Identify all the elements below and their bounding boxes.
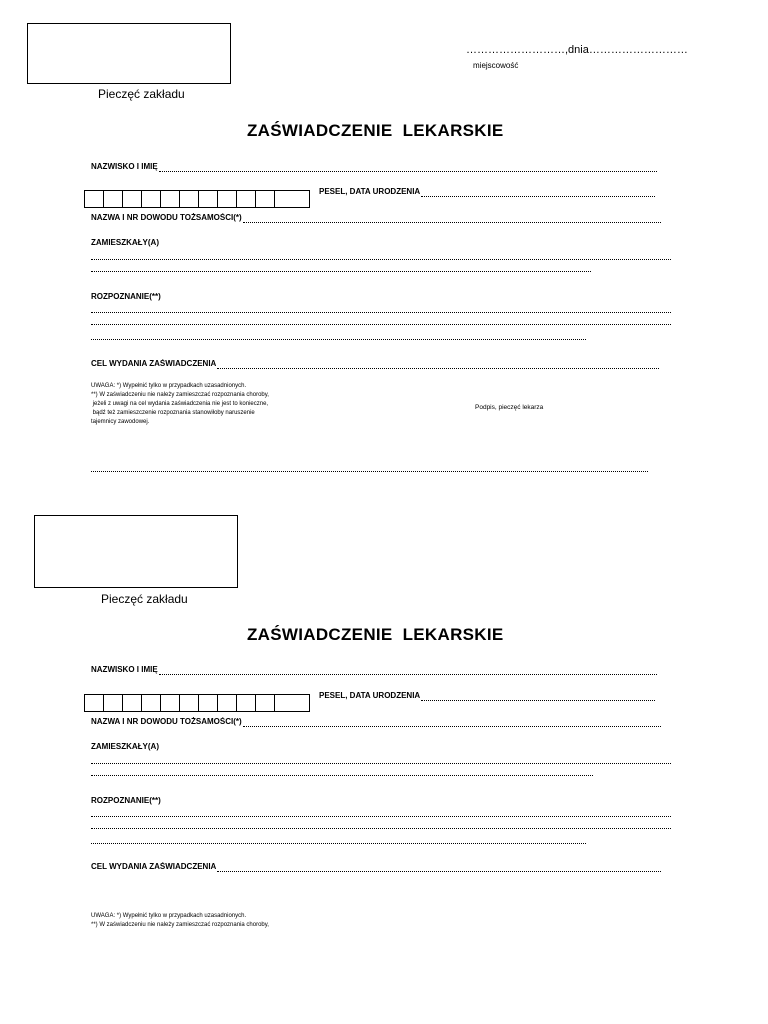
- pesel-digit-cell[interactable]: [104, 695, 123, 711]
- document-title: ZAŚWIADCZENIE LEKARSKIE: [247, 625, 504, 644]
- identity-document-field: [91, 717, 661, 727]
- pesel-digit-cell[interactable]: [256, 695, 275, 711]
- name-label: NAZWISKO I IMIĘ: [91, 665, 158, 674]
- purpose-entry-line[interactable]: [217, 863, 661, 872]
- pesel-digit-cell[interactable]: [199, 695, 218, 711]
- diagnosis-entry-line[interactable]: [91, 828, 671, 829]
- diagnosis-entry-line[interactable]: [91, 816, 671, 817]
- place-date-line: ………………………,dnia………………………: [466, 44, 688, 56]
- diagnosis-label: ROZPOZNANIE(**): [91, 796, 161, 805]
- identity-document-label: NAZWA I NR DOWODU TOŻSAMOŚCI(*): [91, 213, 242, 222]
- pesel-digit-cell[interactable]: [275, 191, 294, 207]
- signature-entry-line[interactable]: [91, 471, 648, 472]
- pesel-digit-cell[interactable]: [275, 695, 294, 711]
- pesel-digit-cell[interactable]: [237, 695, 256, 711]
- pesel-digit-cell[interactable]: [180, 695, 199, 711]
- name-entry-line[interactable]: [159, 666, 657, 675]
- pesel-digit-cell[interactable]: [123, 191, 142, 207]
- pesel-digit-cell[interactable]: [256, 191, 275, 207]
- note-line: **) W zaświadczeniu nie należy zamieszczać rozpoznania choroby,: [91, 392, 269, 398]
- pesel-digit-cell[interactable]: [85, 191, 104, 207]
- pesel-birthdate-label: PESEL, DATA URODZENIA: [319, 691, 421, 700]
- note-block: [91, 912, 269, 930]
- note-line: **) W zaświadczeniu nie należy zamieszczać rozpoznania choroby,: [91, 922, 269, 928]
- note-line: jeżeli z uwagi na cel wydania zaświadczenia nie jest to konieczne,: [91, 401, 269, 407]
- name-field: [91, 162, 657, 172]
- pesel-digit-cell[interactable]: [104, 191, 123, 207]
- diagnosis-entry-line[interactable]: [91, 339, 586, 340]
- birthdate-entry-line[interactable]: [421, 188, 655, 197]
- diagnosis-entry-line[interactable]: [91, 312, 671, 313]
- stamp-label: Pieczęć zakładu: [98, 87, 185, 101]
- pesel-digit-cell[interactable]: [237, 191, 256, 207]
- signature-label: Podpis, pieczęć lekarza: [475, 404, 544, 411]
- name-field: [91, 665, 657, 675]
- diagnosis-label: ROZPOZNANIE(**): [91, 292, 161, 301]
- pesel-birthdate-label: PESEL, DATA URODZENIA: [319, 187, 421, 196]
- pesel-digit-cell[interactable]: [161, 191, 180, 207]
- institution-stamp-box: [27, 23, 231, 84]
- note-block: [91, 382, 269, 427]
- pesel-digit-cell[interactable]: [161, 695, 180, 711]
- place-caption: miejscowość: [473, 61, 519, 70]
- identity-document-entry-line[interactable]: [243, 718, 661, 727]
- pesel-digit-cell[interactable]: [142, 191, 161, 207]
- pesel-grid: [84, 190, 310, 208]
- note-line: tajemnicy zawodowej.: [91, 419, 150, 425]
- pesel-grid: [84, 694, 310, 712]
- purpose-field: [91, 359, 659, 369]
- diagnosis-entry-line[interactable]: [91, 843, 586, 844]
- purpose-label: CEL WYDANIA ZAŚWIADCZENIA: [91, 862, 217, 871]
- address-entry-line[interactable]: [91, 775, 593, 776]
- purpose-entry-line[interactable]: [217, 360, 659, 369]
- note-line: UWAGA: *) Wypełnić tylko w przypadkach uzasadnionych.: [91, 913, 247, 919]
- purpose-label: CEL WYDANIA ZAŚWIADCZENIA: [91, 359, 217, 368]
- name-label: NAZWISKO I IMIĘ: [91, 162, 158, 171]
- stamp-label: Pieczęć zakładu: [101, 592, 188, 606]
- address-label: ZAMIESZKAŁY(A): [91, 742, 159, 751]
- pesel-birthdate-field: [319, 691, 655, 701]
- name-entry-line[interactable]: [159, 163, 657, 172]
- pesel-digit-cell[interactable]: [218, 191, 237, 207]
- pesel-digit-cell[interactable]: [180, 191, 199, 207]
- diagnosis-entry-line[interactable]: [91, 324, 671, 325]
- note-line: bądź też zamieszczenie rozpoznania stanowiłoby naruszenie: [91, 410, 255, 416]
- pesel-digit-cell[interactable]: [199, 191, 218, 207]
- institution-stamp-box: [34, 515, 238, 588]
- address-entry-line[interactable]: [91, 271, 591, 272]
- pesel-digit-cell[interactable]: [85, 695, 104, 711]
- birthdate-entry-line[interactable]: [421, 692, 655, 701]
- pesel-digit-cell[interactable]: [142, 695, 161, 711]
- identity-document-entry-line[interactable]: [243, 214, 661, 223]
- pesel-digit-cell[interactable]: [218, 695, 237, 711]
- document-title: ZAŚWIADCZENIE LEKARSKIE: [247, 121, 504, 140]
- pesel-digit-cell[interactable]: [123, 695, 142, 711]
- address-entry-line[interactable]: [91, 763, 671, 764]
- pesel-birthdate-field: [319, 187, 655, 197]
- purpose-field: [91, 862, 661, 872]
- address-entry-line[interactable]: [91, 259, 671, 260]
- identity-document-field: [91, 213, 661, 223]
- address-label: ZAMIESZKAŁY(A): [91, 238, 159, 247]
- identity-document-label: NAZWA I NR DOWODU TOŻSAMOŚCI(*): [91, 717, 242, 726]
- note-line: UWAGA: *) Wypełnić tylko w przypadkach uzasadnionych.: [91, 383, 247, 389]
